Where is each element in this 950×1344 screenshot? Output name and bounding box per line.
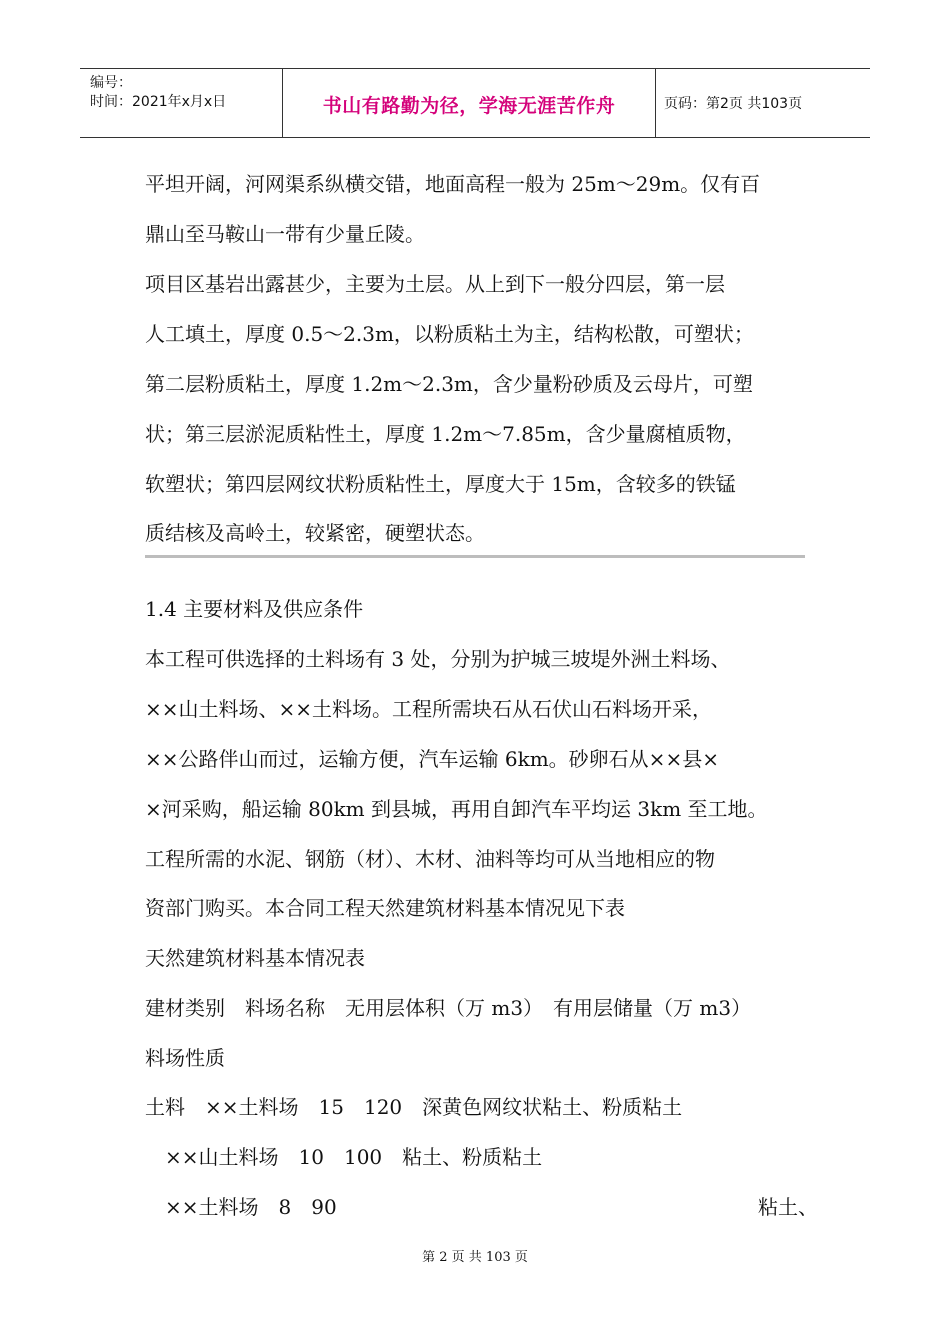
document-date: 时间：2021年x月x日 (90, 94, 227, 110)
paragraph-line: 资部门购买。本合同工程天然建筑材料基本情况见下表 (145, 896, 625, 920)
paragraph-line: 项目区基岩出露甚少，主要为土层。从上到下一般分四层，第一层 (145, 272, 725, 296)
header-page-cell (656, 69, 870, 137)
document-number: 编号： (90, 75, 132, 91)
paragraph-line: 本工程可供选择的土料场有 3 处，分别为护城三坡堤外洲土料场、 (145, 647, 731, 671)
paragraph-line: 工程所需的水泥、钢筋（材）、木材、油料等均可从当地相应的物 (145, 847, 715, 871)
table-row-line: 土料 ××土料场 15 120 深黄色网纹状粘土、粉质粘土 (145, 1095, 683, 1119)
header-page-info: 页码：第2页 共103页 (664, 96, 803, 112)
table-row-trailing: 粘土、 (758, 1195, 818, 1219)
paragraph-line: ××公路伴山而过，运输方便，汽车运输 6km。砂卵石从××县× (145, 747, 719, 771)
section-divider (145, 555, 805, 558)
paragraph-line: ×河采购，船运输 80km 到县城，再用自卸汽车平均运 3km 至工地。 (145, 797, 768, 821)
page-header (80, 68, 870, 138)
paragraph-line: 人工填土，厚度 0.5～2.3m，以粉质粘土为主，结构松散，可塑状； (145, 322, 754, 346)
table-header-line: 料场性质 (145, 1046, 225, 1070)
section-heading: 1.4 主要材料及供应条件 (145, 597, 364, 621)
header-motto: 书山有路勤为径，学海无涯苦作舟 (322, 95, 616, 117)
paragraph-line: 第二层粉质粘土，厚度 1.2m～2.3m，含少量粉砂质及云母片，可塑 (145, 372, 753, 396)
table-header-line: 建材类别 料场名称 无用层体积（万 m3） 有用层储量（万 m3） (145, 996, 752, 1020)
table-row-line: ××山土料场 10 100 粘土、粉质粘土 (145, 1145, 543, 1169)
header-meta-cell (80, 69, 283, 137)
paragraph-line: ××山土料场、××土料场。工程所需块石从石伏山石料场开采， (145, 697, 713, 721)
table-title: 天然建筑材料基本情况表 (145, 946, 365, 970)
paragraph-line: 质结核及高岭土，较紧密，硬塑状态。 (145, 521, 485, 545)
paragraph-line: 软塑状；第四层网纹状粉质粘性土，厚度大于 15m，含较多的铁锰 (145, 472, 736, 496)
paragraph-line: 状；第三层淤泥质粘性土，厚度 1.2m～7.85m，含少量腐植质物， (145, 422, 746, 446)
paragraph-line: 鼎山至马鞍山一带有少量丘陵。 (145, 222, 425, 246)
page-footer: 第 2 页 共 103 页 (422, 1250, 528, 1265)
table-row-line: ××土料场 8 90 (145, 1195, 337, 1219)
header-motto-cell (283, 69, 656, 137)
paragraph-line: 平坦开阔，河网渠系纵横交错，地面高程一般为 25m～29m。仅有百 (145, 172, 761, 196)
